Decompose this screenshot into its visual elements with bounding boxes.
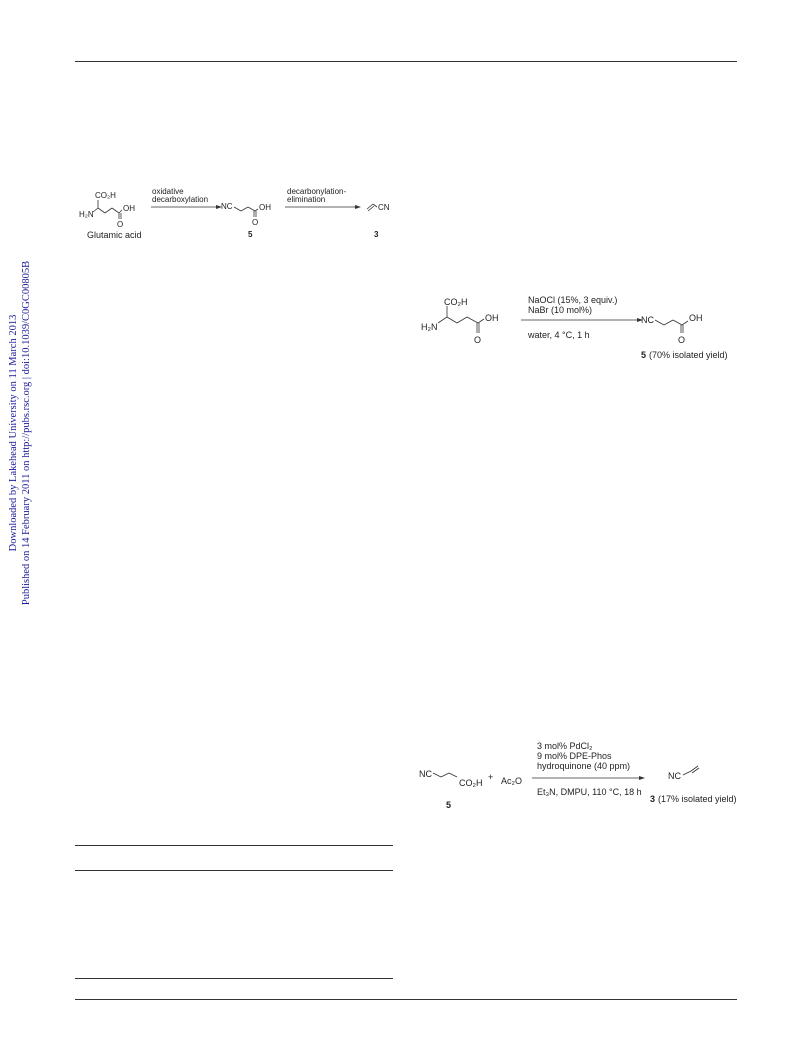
footnote-rule-1 bbox=[75, 845, 393, 846]
s1-step1-line1: oxidative bbox=[152, 187, 184, 196]
s3-reagent-3: hydroquinone (40 ppm) bbox=[537, 761, 631, 771]
s2-h2n-label: H₂N bbox=[421, 322, 438, 332]
s3-start-number: 5 bbox=[446, 800, 452, 810]
scheme-3-decarbonylation bbox=[415, 735, 740, 820]
s2-co2h-label: CO₂H bbox=[444, 297, 468, 307]
s1-co2h-label: CO₂H bbox=[95, 191, 116, 200]
s3-reagent-2: 9 mol% DPE-Phos bbox=[537, 751, 612, 761]
s1-step2-line1: decarbonylation- bbox=[287, 187, 347, 196]
scheme-1-glutamic-route bbox=[75, 180, 395, 250]
download-notice bbox=[3, 255, 37, 610]
s1-o-label: O bbox=[117, 220, 124, 229]
download-notice-line2: Published on 14 February 2011 on http://pubs.rsc.org | doi:10.1039/C0GC00805B bbox=[21, 260, 33, 605]
scheme-2-oxidative-decarboxylation bbox=[415, 285, 740, 365]
top-rule bbox=[75, 61, 737, 62]
s2-reagent-2: NaBr (10 mol%) bbox=[528, 305, 593, 315]
s2-o-label: O bbox=[474, 335, 482, 345]
s2-conditions: water, 4 °C, 1 h bbox=[528, 330, 590, 340]
s1-h2n-label: H₂N bbox=[79, 210, 94, 219]
s2-oh2-label: OH bbox=[689, 313, 703, 323]
s3-co2h-label: CO₂H bbox=[459, 778, 483, 788]
s3-reagent-1: 3 mol% PdCl₂ bbox=[537, 741, 593, 751]
s1-nc-label: NC bbox=[221, 202, 233, 211]
s2-product-yield: (70% isolated yield) bbox=[649, 350, 728, 360]
s1-step2-line2: elimination bbox=[287, 195, 326, 204]
s3-product-number: 3 bbox=[650, 794, 656, 804]
s3-nc-label: NC bbox=[419, 769, 432, 779]
s1-product-number: 3 bbox=[374, 230, 379, 239]
s2-nc-label: NC bbox=[641, 315, 654, 325]
s1-cn-label: CN bbox=[378, 203, 390, 212]
s2-oh-label: OH bbox=[485, 313, 499, 323]
s1-oh2-label: OH bbox=[259, 203, 271, 212]
s3-conditions: Et₃N, DMPU, 110 °C, 18 h bbox=[537, 787, 642, 797]
s1-oh-label: OH bbox=[123, 204, 135, 213]
s3-plus-label: + bbox=[488, 772, 494, 782]
s1-start-label: Glutamic acid bbox=[87, 230, 142, 240]
s1-o2-label: O bbox=[252, 218, 259, 227]
s3-product-nc-label: NC bbox=[668, 771, 681, 781]
s1-mid-number: 5 bbox=[248, 230, 253, 239]
s1-step1-line2: decarboxylation bbox=[152, 195, 209, 204]
s3-product-yield: (17% isolated yield) bbox=[658, 794, 737, 804]
s2-reagent-1: NaOCl (15%, 3 equiv.) bbox=[528, 295, 618, 305]
footnote-rule-3 bbox=[75, 978, 393, 979]
s2-o2-label: O bbox=[678, 335, 686, 345]
s3-ac2o-label: Ac₂O bbox=[501, 776, 522, 786]
footnote-rule-2 bbox=[75, 870, 393, 871]
bottom-rule bbox=[75, 999, 737, 1000]
s2-product-number: 5 bbox=[641, 350, 647, 360]
download-notice-line1: Downloaded by Lakehead University on 11 March 2013 bbox=[8, 314, 20, 551]
